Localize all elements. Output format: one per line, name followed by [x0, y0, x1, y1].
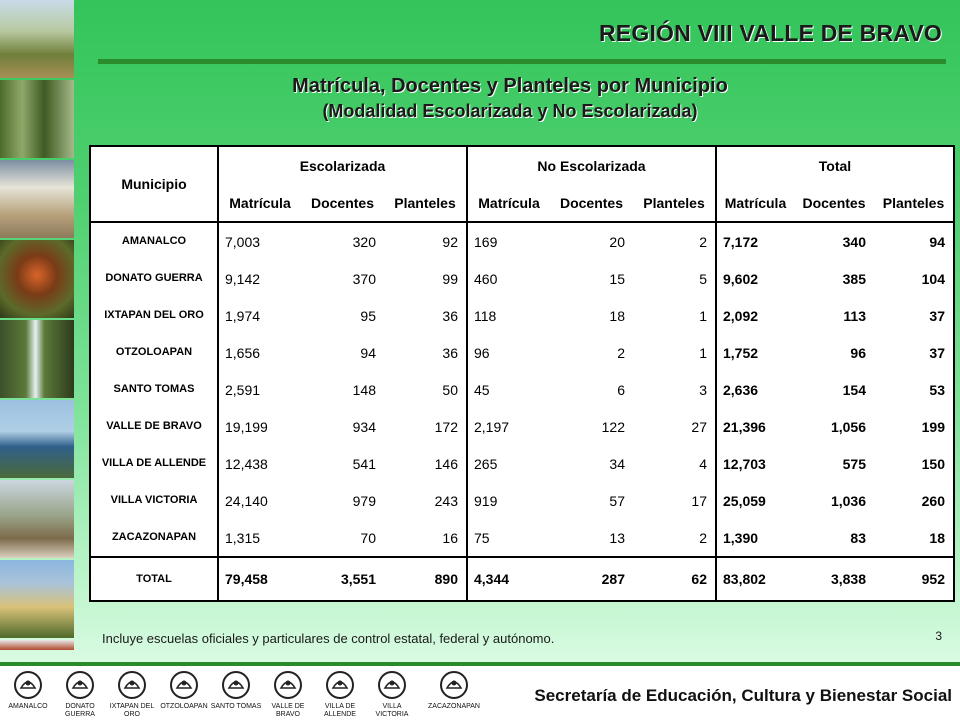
municipio-name: OTZOLOAPAN: [115, 346, 193, 358]
table-row: [90, 297, 954, 334]
no-escolarizada-planteles-cell: 5: [699, 270, 707, 287]
total-planteles-cell: 104: [921, 270, 945, 287]
total-docentes-cell: 1,056: [830, 418, 866, 435]
municipal-logo: [366, 668, 418, 719]
escolarizada-matricula-cell: 1,974: [218, 297, 301, 334]
escolarizada-matricula-cell: 7,003: [218, 222, 301, 260]
group-header-no-escolarizada: No Escolarizada: [467, 146, 716, 184]
subheader-planteles: Planteles: [874, 184, 954, 222]
escolarizada-planteles-cell: 36: [442, 344, 458, 361]
no-escolarizada-planteles-cell: 1: [699, 344, 707, 361]
total-planteles-cell: 199: [921, 418, 945, 435]
subheader-matricula: Matrícula: [467, 184, 550, 222]
no-escolarizada-docentes-cell: 2: [617, 344, 625, 361]
waterfall-photo: [0, 320, 74, 398]
municipal-logo: [314, 668, 366, 719]
municipio-name: ZACAZONAPAN: [111, 531, 197, 543]
total-planteles-cell: 18: [929, 529, 945, 546]
butterfly-photo: [0, 240, 74, 318]
table-row: [90, 408, 954, 445]
total-matricula-cell: 9,602: [716, 260, 794, 297]
region-title: REGIÓN VIII VALLE DE BRAVO: [599, 20, 942, 46]
subheader-matricula: Matrícula: [716, 184, 794, 222]
otzoloapan-glyph-icon: [158, 668, 210, 702]
total-matricula-cell: 1,390: [716, 519, 794, 557]
church-photo: [0, 640, 74, 650]
no-escolarizada-docentes-cell: 6: [617, 381, 625, 398]
escolarizada-planteles-cell: 890: [384, 557, 467, 601]
municipio-name: SANTO TOMAS: [113, 383, 195, 395]
total-planteles-cell: 952: [874, 557, 954, 601]
total-matricula-cell: 7,172: [716, 222, 794, 260]
total-planteles-cell: 260: [921, 492, 945, 509]
total-matricula-cell: 2,636: [716, 371, 794, 408]
escolarizada-docentes-cell: 95: [360, 307, 376, 324]
lake-photo: [0, 400, 74, 478]
escolarizada-planteles-cell: 146: [434, 455, 458, 472]
group-header-total: Total: [716, 146, 954, 184]
no-escolarizada-docentes-cell: 13: [609, 529, 625, 546]
total-docentes-cell: 3,838: [794, 557, 874, 601]
escolarizada-planteles-cell: 243: [434, 492, 458, 509]
logo-label: VILLA VICTORIA: [375, 703, 409, 718]
no-escolarizada-matricula-cell: 96: [467, 334, 550, 371]
no-escolarizada-docentes-cell: 287: [550, 557, 633, 601]
group-header-escolarizada: Escolarizada: [218, 146, 467, 184]
municipio-name: VALLE DE BRAVO: [106, 420, 202, 432]
total-docentes-cell: 83: [850, 529, 866, 546]
no-escolarizada-matricula-cell: 45: [467, 371, 550, 408]
escolarizada-docentes-cell: 541: [352, 455, 376, 472]
street-photo: [0, 160, 74, 238]
no-escolarizada-docentes-cell: 18: [609, 307, 625, 324]
total-docentes-cell: 1,036: [830, 492, 866, 509]
no-escolarizada-planteles-cell: 3: [699, 381, 707, 398]
total-planteles-cell: 37: [929, 307, 945, 324]
escolarizada-matricula-cell: 24,140: [218, 482, 301, 519]
no-escolarizada-matricula-cell: 118: [467, 297, 550, 334]
secretaria-name: Secretaría de Educación, Cultura y Bienestar Social: [534, 686, 952, 705]
table-body: [90, 222, 954, 601]
page-number: 3: [935, 629, 942, 643]
no-escolarizada-matricula-cell: 460: [467, 260, 550, 297]
total-planteles-cell: 94: [929, 233, 945, 250]
table-row: [90, 519, 954, 557]
table-row: [90, 445, 954, 482]
zacazonapan-glyph-icon: [428, 668, 480, 702]
escolarizada-docentes-cell: 320: [352, 233, 376, 250]
no-escolarizada-planteles-cell: 17: [691, 492, 707, 509]
escolarizada-matricula-cell: 79,458: [218, 557, 301, 601]
logo-label: SANTO TOMAS: [210, 703, 262, 710]
logo-label: VALLE DE BRAVO: [271, 703, 305, 718]
subheader-matricula: Matrícula: [218, 184, 301, 222]
total-docentes-cell: 96: [850, 344, 866, 361]
subheader-docentes: Docentes: [301, 184, 384, 222]
municipal-logo: [262, 668, 314, 719]
total-docentes-cell: 113: [843, 307, 866, 324]
total-matricula-cell: 12,703: [716, 445, 794, 482]
escolarizada-docentes-cell: 979: [352, 492, 376, 509]
total-matricula-cell: 83,802: [716, 557, 794, 601]
subheader-docentes: Docentes: [550, 184, 633, 222]
escolarizada-docentes-cell: 70: [360, 529, 376, 546]
municipal-logo: [54, 668, 106, 719]
logo-label: AMANALCO: [8, 703, 48, 710]
donato-guerra-glyph-icon: [54, 668, 106, 702]
no-escolarizada-matricula-cell: 2,197: [467, 408, 550, 445]
amanalco-glyph-icon: [2, 668, 54, 702]
escolarizada-planteles-cell: 99: [442, 270, 458, 287]
municipal-logo: [158, 668, 210, 711]
total-docentes-cell: 385: [842, 270, 866, 287]
total-row: [90, 557, 954, 601]
total-planteles-cell: 53: [929, 381, 945, 398]
valle-de-bravo-glyph-icon: [262, 668, 314, 702]
no-escolarizada-planteles-cell: 2: [699, 233, 707, 250]
trees-photo: [0, 80, 74, 158]
no-escolarizada-docentes-cell: 34: [609, 455, 625, 472]
subheader-planteles: Planteles: [384, 184, 467, 222]
escolarizada-planteles-cell: 36: [442, 307, 458, 324]
escolarizada-matricula-cell: 19,199: [218, 408, 301, 445]
mountain-photo: [0, 480, 74, 558]
no-escolarizada-planteles-cell: 62: [633, 557, 716, 601]
escolarizada-planteles-cell: 92: [442, 233, 458, 250]
municipio-name: AMANALCO: [121, 235, 187, 247]
data-table: [89, 145, 955, 602]
valley-photo: [0, 560, 74, 638]
municipio-name: VILLA DE ALLENDE: [101, 457, 207, 469]
logo-label: VILLA DE ALLENDE: [324, 703, 356, 718]
no-escolarizada-docentes-cell: 20: [609, 233, 625, 250]
logo-label: OTZOLOAPAN: [160, 703, 208, 710]
total-docentes-cell: 575: [842, 455, 866, 472]
no-escolarizada-planteles-cell: 2: [699, 529, 707, 546]
no-escolarizada-planteles-cell: 27: [691, 418, 707, 435]
municipal-logo: [428, 668, 480, 711]
table-row: [90, 260, 954, 297]
total-docentes-cell: 154: [842, 381, 866, 398]
municipio-name: DONATO GUERRA: [105, 272, 203, 284]
no-escolarizada-matricula-cell: 75: [467, 519, 550, 557]
total-label: TOTAL: [90, 557, 218, 601]
no-escolarizada-matricula-cell: 265: [467, 445, 550, 482]
municipal-logo: [210, 668, 262, 711]
no-escolarizada-planteles-cell: 1: [699, 307, 707, 324]
total-planteles-cell: 37: [929, 344, 945, 361]
villa-victoria-glyph-icon: [366, 668, 418, 702]
no-escolarizada-docentes-cell: 15: [609, 270, 625, 287]
photo-strip: [0, 0, 74, 650]
escolarizada-matricula-cell: 1,315: [218, 519, 301, 557]
total-matricula-cell: 1,752: [716, 334, 794, 371]
escolarizada-matricula-cell: 12,438: [218, 445, 301, 482]
ixtapan-del-oro-glyph-icon: [106, 668, 158, 702]
no-escolarizada-docentes-cell: 57: [609, 492, 625, 509]
escolarizada-matricula-cell: 9,142: [218, 260, 301, 297]
escolarizada-docentes-cell: 3,551: [301, 557, 384, 601]
escolarizada-matricula-cell: 2,591: [218, 371, 301, 408]
escolarizada-docentes-cell: 94: [360, 344, 376, 361]
escolarizada-matricula-cell: 1,656: [218, 334, 301, 371]
subheader-docentes: Docentes: [794, 184, 874, 222]
table-row: [90, 222, 954, 260]
table-row: [90, 482, 954, 519]
no-escolarizada-planteles-cell: 4: [699, 455, 707, 472]
col-header-municipio: Municipio: [90, 146, 218, 222]
logo-label: ZACAZONAPAN: [428, 703, 480, 710]
subheader-planteles: Planteles: [633, 184, 716, 222]
page-subtitle: (Modalidad Escolarizada y No Escolarizada): [322, 101, 698, 121]
municipal-logo: [2, 668, 54, 711]
escolarizada-planteles-cell: 172: [434, 418, 458, 435]
escolarizada-planteles-cell: 50: [442, 381, 458, 398]
escolarizada-docentes-cell: 370: [352, 270, 376, 287]
table-row: [90, 334, 954, 371]
escolarizada-planteles-cell: 16: [442, 529, 458, 546]
escolarizada-docentes-cell: 148: [352, 381, 376, 398]
villa-de-allende-glyph-icon: [314, 668, 366, 702]
footnote: Incluye escuelas oficiales y particulares de control estatal, federal y autónomo.: [102, 631, 555, 646]
logo-label: IXTAPAN DEL ORO: [109, 703, 155, 718]
forest-photo: [0, 0, 74, 78]
title-rule: [98, 59, 946, 64]
total-matricula-cell: 25,059: [716, 482, 794, 519]
page-title: Matrícula, Docentes y Planteles por Municipio: [292, 75, 728, 97]
total-matricula-cell: 21,396: [716, 408, 794, 445]
municipio-name: IXTAPAN DEL ORO: [104, 309, 204, 321]
no-escolarizada-matricula-cell: 169: [467, 222, 550, 260]
municipal-logo: [106, 668, 158, 719]
no-escolarizada-matricula-cell: 919: [467, 482, 550, 519]
total-planteles-cell: 150: [921, 455, 945, 472]
logo-label: DONATO GUERRA: [65, 703, 95, 718]
escolarizada-docentes-cell: 934: [352, 418, 376, 435]
total-matricula-cell: 2,092: [716, 297, 794, 334]
table-row: [90, 371, 954, 408]
no-escolarizada-docentes-cell: 122: [601, 418, 625, 435]
municipio-name: VILLA VICTORIA: [110, 494, 198, 506]
total-docentes-cell: 340: [842, 233, 866, 250]
santo-tomas-glyph-icon: [210, 668, 262, 702]
no-escolarizada-matricula-cell: 4,344: [467, 557, 550, 601]
